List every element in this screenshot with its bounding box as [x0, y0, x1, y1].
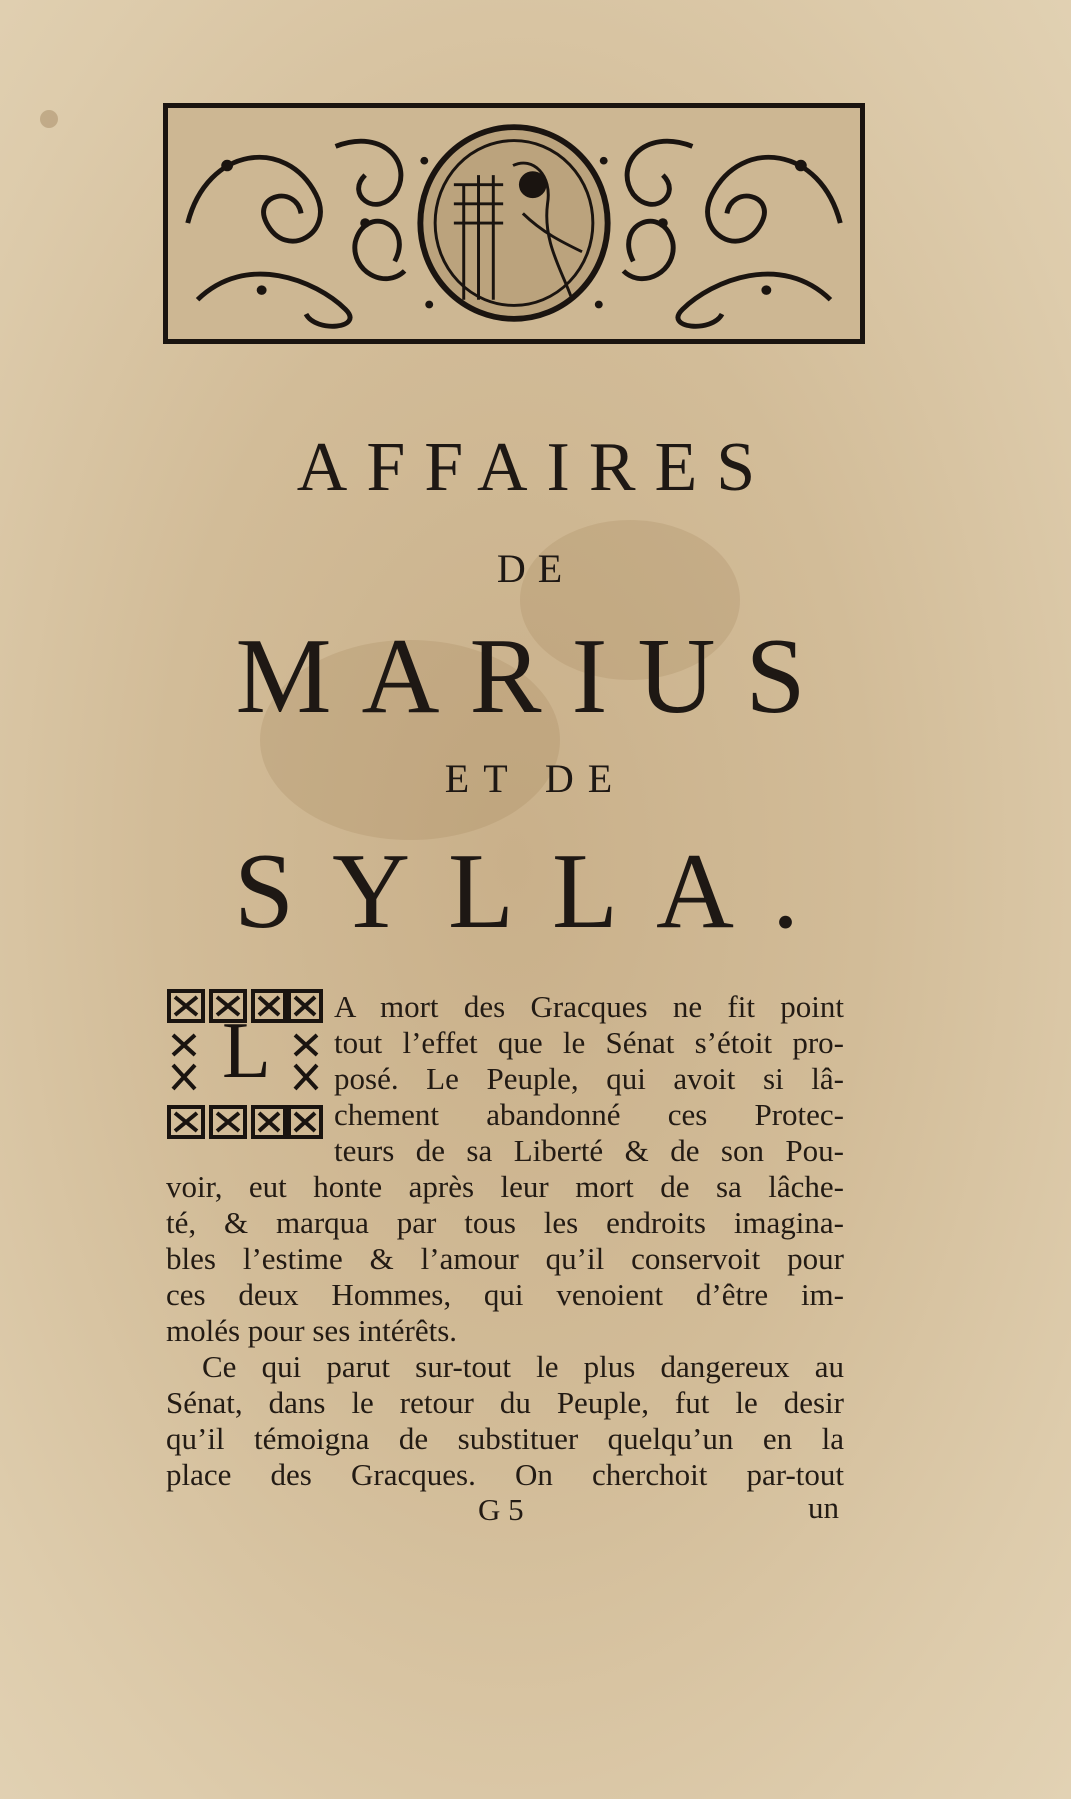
- title-line-marius: MARIUS: [235, 617, 836, 736]
- text-line: bles l’estime & l’amour qu’il conservoit pour: [166, 1241, 844, 1276]
- text-line: posé. Le Peuple, qui avoit si lâ-: [334, 1061, 844, 1096]
- signature-mark: G 5: [478, 1492, 524, 1527]
- text-line: chement abandonné ces Protec-: [334, 1097, 844, 1132]
- title-line-et-de: ET DE: [444, 756, 627, 801]
- text-line: qu’il témoigna de substituer quelqu’un en la: [166, 1421, 844, 1456]
- text-line: ces deux Hommes, qui venoient d’être im-: [166, 1277, 844, 1312]
- text-line: voir, eut honte après leur mort de sa lâche-: [166, 1169, 844, 1204]
- ornamental-initial: [165, 985, 325, 1143]
- text-line: place des Gracques. On cherchoit par-tout: [166, 1457, 844, 1492]
- ornamental-headpiece: [163, 103, 865, 344]
- drop-cap-letter: L: [222, 1007, 271, 1095]
- text-line: teurs de sa Liberté & de son Pou-: [334, 1133, 844, 1168]
- text-line: té, & marqua par tous les endroits imagina-: [166, 1205, 844, 1240]
- text-line: Ce qui parut sur-tout le plus dangereux au: [202, 1349, 844, 1384]
- headpiece-ornament-icon: [168, 108, 860, 339]
- text-line: molés pour ses intérêts.: [166, 1313, 458, 1348]
- paper-stain: [40, 110, 58, 128]
- title-line-de: DE: [496, 546, 575, 591]
- title-line-affaires: AFFAIRES: [296, 429, 775, 506]
- text-line: A mort des Gracques ne fit point: [334, 989, 844, 1024]
- text-line: Sénat, dans le retour du Peuple, fut le desir: [166, 1385, 844, 1420]
- text-line: tout l’effet que le Sénat s’étoit pro-: [334, 1025, 844, 1060]
- title-line-sylla: SYLLA.: [234, 832, 837, 951]
- catchword: un: [808, 1490, 839, 1525]
